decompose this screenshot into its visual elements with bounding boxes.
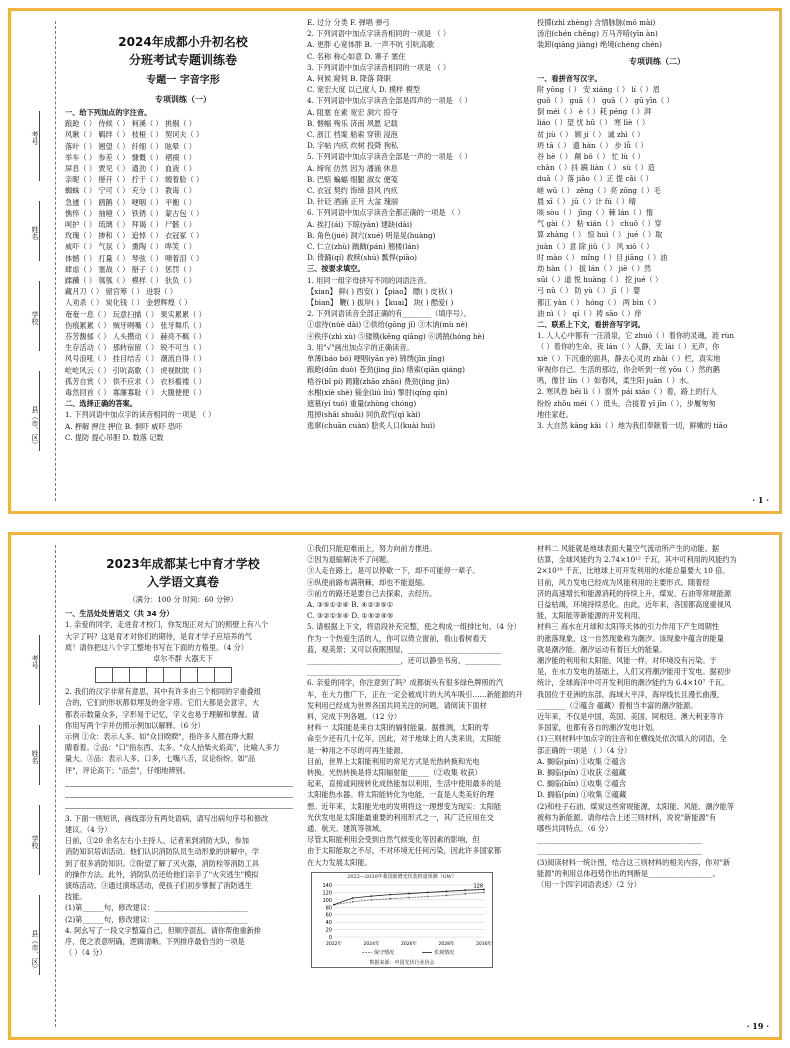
text-line: 纷纷 zhōu méi（ ）低头，合拢着 yī jīn（ ），步履匆匆 [537, 398, 716, 408]
text-line: 1. 人人心中都有一汪清泉，它 zhuó（ ）着你的灵魂，涟 rùn [537, 331, 735, 341]
text-line: ①虐待(nüè dài) ②供给(gōng jǐ) ③木讷(mù nè) [307, 320, 468, 330]
text-line: A. ③⑤①②④ B. ④②③⑤① [307, 600, 394, 610]
text-line: 生存活动（ ） 那转宿留（ ） 锐不可当（ ） [65, 343, 206, 353]
x-tick-label: 2022年 [326, 941, 342, 947]
text-line: 1. 用同一组字母拼写不同的词语注音。 [307, 275, 432, 285]
text-line: 是，在水力发电的基础上，人们又将潮汐能用于发电。据初步 [537, 667, 732, 677]
binding-margin [11, 535, 59, 1037]
option-line: C. 提防 提心吊胆 D. 数落 记数 [65, 432, 164, 442]
y-tick-label: 60 [325, 912, 332, 919]
fill-line[interactable] [39, 201, 40, 261]
column-right [537, 17, 777, 431]
text-line: 3. 大自然 kāng kǎi（ ）地为我们奉献着一切，鲜嫩的 tiāo [537, 420, 728, 430]
text-line: 目前，世界上太阳能利用的常见方式是光热转换和光电 [307, 756, 480, 766]
data-point [483, 888, 485, 890]
text-line: 合的，它们的形状都似埋及的金字塔。它们大都是会意字，大 [65, 698, 260, 708]
text-line: 能源"的利用总体趋势作出的判断是__________________。 [537, 868, 720, 878]
text-line: 量大。③品：表示人多、口多，七嘴八舌，议论纷纷。如"品 [65, 754, 256, 764]
fill-line[interactable] [39, 111, 40, 181]
text-line: 光伏发电是太阳能最重要的利用形式之一，其广泛应用在交 [307, 812, 494, 822]
text-line: 伤痕累累（ ） 贼牙咧嘴（ ） 张牙舞爪（ ） [65, 320, 206, 330]
text-line: 落叶（ ） 翘望（ ） 纤细（ ） 眩晕（ ） [65, 141, 196, 151]
data-point [464, 893, 466, 895]
text-line: 汤泊(chén chēng) 万马齐喑(yīn àn) [537, 29, 658, 39]
text-line: xiè（ ）下沉重的面具，静去心灵的 zhǎi（ ）栏，真实地 [537, 353, 721, 363]
text-line: 毒然回首（ ） 寡廉寡耻（ ） 大腹便便（ ） [65, 388, 206, 398]
text-line: 6. 下列词语中加点字读音全都正确的一项是 （ ） [307, 208, 465, 218]
option-line: B. 搁临(pín) ①收获 ②蕴藏 [537, 768, 627, 778]
chart-source: 数据来源：中国光伏行业协会 [369, 959, 435, 966]
data-point [446, 894, 448, 896]
section-heading: 一、给下列加点的字注音。 [65, 108, 152, 117]
fill-line[interactable] [39, 635, 40, 705]
question: 1. 下列词语中加点字的读音相同的一项是 （ ） [65, 410, 216, 420]
text-line: 2. 寒风卷 bēi lì（ ）窗外 pái xiáo（ ）着，路上的行人 [537, 387, 717, 397]
writing-grid[interactable] [95, 667, 301, 683]
exam-meta: （满分：100 分 时间：60 分钟） [128, 595, 238, 604]
text-line: ②因为退缩解决不了问题。 [307, 555, 394, 565]
text-line: 憔悴（ ） 抽噎（ ） 铁锈（ ） 蒙古包（ ） [65, 208, 204, 218]
exam-page-2 [8, 532, 782, 1040]
topic-heading: 专题一 字音字形 [146, 75, 220, 86]
y-tick-label: 20 [325, 927, 332, 934]
text-line: D. 针砭 酒涌 正月 大盆 瑰丽 [307, 197, 399, 207]
option-line: C. 搁临(bīn) ①收集 ②蕴含 [537, 779, 627, 789]
text-line: 算 zhàng（ ） 惊 huì（ ） jué（ ）取 [537, 230, 663, 240]
text-line: C. ③②①⑤④ D. ①⑤②④⑤ [307, 611, 394, 621]
answer-line[interactable]: ______________________________________________ [537, 846, 703, 856]
text-line: C. 衣冠 契约 饰缔 县风 内疚 [307, 186, 398, 196]
grid-cell[interactable] [214, 667, 232, 683]
text-line: 目前，风力发电已经成为风能利用的主要形式。随着经 [537, 577, 710, 587]
text-line: 鸣，像甘 lín（ ）如春风，柔生阳 juān（ ）水。 [537, 376, 694, 386]
text-line: liáo（ ）望 忧 hū（ ） 寒 lìè（ ） [537, 118, 650, 128]
text-line: 蜘蛛（ ） 宁可（ ） 充分（ ） 教诲（ ） [65, 186, 196, 196]
y-tick-label: 100 [322, 897, 332, 904]
label-exam-number: 考号 [31, 655, 39, 669]
text-line: 投掷(zhì zhèng) 含情脉脉(mǒ mài) [537, 18, 656, 27]
y-tick-label: 120 [322, 890, 332, 897]
text-line: 我国位于亚洲的东部，海域大平洋，海岸线长且漫长曲漫， [537, 689, 724, 699]
section-sub: 专项训练（二） [629, 56, 685, 66]
text-line: C. 仁立(zhù) 踽踽(pán) 翘楼(lán) [307, 242, 420, 252]
motto-text: 卓尔不群 大器天下 [153, 654, 213, 664]
text-line: ⑤前方的路还是要自己去探索，去经历。 [307, 588, 437, 598]
text-line: 5. 下列词语中加点字读音全部是一声的一项是 （ ） [307, 152, 472, 162]
text-line: 大字了吗？这是育才对你们的期待，是育才学子应培养的气 [65, 631, 252, 641]
text-line: 哪些共同特点。（6 分） [537, 824, 613, 834]
text-line: 嵯 wū（ ） zēng（ ）亮 zōng（ ）毛 [537, 185, 661, 195]
fill-line[interactable] [39, 725, 40, 785]
text-line: A. 挨打(ái) 下晾(yàn) 建缺(dài) [307, 219, 413, 229]
page-subtitle: 分班考试专题训练卷 [128, 53, 237, 67]
text-line: 起来，直接或间接转化成热能加以利用，生活中使用最多的是 [307, 779, 502, 789]
text-line: 劫 hàn（ ） 拔 lán（ ） jiē（ ）然 [537, 264, 652, 274]
text-line: ④纵使前路布满荆棘，却也不能退缩。 [307, 577, 430, 587]
text-line: （ ）着你的生命。夜 lán（ ）人静，天 lài（ ）无声，你 [537, 342, 720, 352]
data-point [352, 897, 354, 899]
text-line: 由于太阳能取之不尽，不对环境无任何污染，因此许多国家都 [307, 846, 502, 856]
section-heading: 一、生活处处皆语文（共 34 分） [65, 609, 174, 619]
text-line: 的涨落现象，这一自然现象称为潮汐。该现象中蕴含的能量 [537, 633, 724, 643]
text-line: 芬芳馥郁（ ） 人头攒动（ ） 赫亮不羁（ ） [65, 332, 206, 342]
data-point [389, 894, 391, 896]
text-line: 部正确的一项是 （ ）（4 分） [537, 745, 632, 755]
text-line: 发利用已经成为世界各国共同关注的问题。请阅读下面材 [307, 700, 487, 710]
text-line: C. 名称 称心如意 D. 寨子 塞住 [307, 51, 406, 61]
text-line: sūi（ ）道 悦 huàng（ ） 挖 jué（ ） [537, 275, 663, 285]
text-line: 亲昵（ ） 掰开（ ） 拧干（ ） 缠着脸（ ） [65, 175, 204, 185]
label-name: 姓名 [31, 226, 39, 240]
text-line: ④秩序(zhì xù) ⑤镂镌(kēng qiāng) ⑥鸿鹄(hóng hè) [307, 331, 485, 341]
page-number: · 19 · [746, 1021, 769, 1031]
fill-line[interactable] [39, 805, 40, 875]
text-line: 踉跄（ ） 侍候（ ） 柯溪（ ） 挑剔（ ） [65, 119, 196, 129]
column-right [537, 543, 777, 890]
grid-cell[interactable] [95, 667, 113, 683]
text-line: 急遽（ ） 鸥鹅（ ） 哽咽（ ） 平衡（ ） [65, 197, 196, 207]
text-line: 多国家，也都有各自的潮汐发电计划。 [537, 723, 660, 733]
text-line: 坍 tā（ ） 遗 hàn（ ） 步 lǚ（ ） [537, 140, 648, 150]
text-line: 单薄(báo bó) 哽咽(yān yè) 锦绣(jǐn jǐng) [307, 354, 445, 364]
text-line: C. 宽宏大度 以己度人 D. 模样 模型 [307, 85, 420, 95]
grid-cell[interactable] [112, 667, 130, 683]
data-point [371, 895, 373, 897]
text-line: 逃窜(chuān cuàn) 脍炙人口(kuài huì) [307, 421, 436, 431]
text-line: 4. 下列词语中加点字读音全部是四声的一项是 （ ） [307, 96, 472, 106]
text-line: ①我们只能迎难而上，努力向前方推进。 [307, 544, 437, 553]
text-line: 孤芳自赏（ ） 供不应求（ ） 衣衫褴褛（ ） [65, 376, 206, 386]
text-line: 能，太阳能等新能源的开发利用。 [537, 611, 645, 621]
text-line: 倒 méi（ ） è（ ）耗 péng（ ）湃 [537, 107, 652, 117]
text-line: 车，在大力推广下，正在一定会被成片的大风车吸引……新能源的开 [307, 689, 523, 699]
text-line: chàn（ ）抖 蹒 liàn（ ） sù（ ）造 [537, 163, 655, 173]
answer-line[interactable] [65, 787, 293, 798]
text-line: 太阳能热水器。将太阳能转化为电能，一直是人类美好的理 [307, 790, 494, 800]
y-tick-label: 80 [325, 905, 332, 912]
label-exam-number: 考号 [31, 131, 39, 145]
column-left [65, 11, 301, 443]
text-line: 潮汐能的利用和太阳能、风能一样，对环境没有污染。于 [537, 656, 717, 666]
grid-cell[interactable] [146, 667, 164, 683]
text-line: 3. 下面一则短讯，画线部分有两处语病，请写出病句序号和修改 [65, 813, 269, 823]
data-point [333, 904, 335, 906]
option-line: D. 搁临(pín) ①收集 ②蕴藏 [537, 790, 627, 800]
text-line: （用一个四字词语表述）（2 分） [537, 880, 641, 890]
text-line: 体憾（ ） 打量（ ） 琴弦（ ） 噢着泪（ ） [65, 253, 204, 263]
text-line: D. 字帖 内疚 炊树 投降 狗私 [307, 141, 399, 151]
text-line: 举车（ ） 参差（ ） 慷慨（ ） 褶裰（ ） [65, 152, 196, 162]
text-line: 1. 亲爱的同学，走进育才校门，你发现正对大门的照壁上有八个 [65, 620, 269, 630]
text-line: 2. 下列词语读音全部正确的有________（填序号）。 [307, 309, 471, 319]
text-line: A. 更胖 心宽体胖 B. 一声不吭 引吭高歌 [307, 40, 435, 50]
text-line: 3. 下列词语中加点字读音相同的一项是 （ ） [307, 62, 451, 72]
text-line: 建议。（4 分） [65, 825, 112, 835]
text-line: 日前，①20 余名左右小主持人、记者来到消防大队，参加 [65, 836, 249, 846]
text-line: 咳 sòu（ ） jīng（ ）棘 lán（ ）惰 [537, 208, 654, 218]
text-line: 序，使之表意明确，逻辑清晰。下列排序最恰当的一项是 [65, 937, 245, 947]
text-line: 附 yōng（ ） 安 xiáng（ ） lí（ ）眉 [537, 84, 660, 94]
page-title: 2023年成都某七中育才学校 [106, 557, 260, 571]
text-line: (1)第______句，修改建议：__________________________ [65, 903, 248, 913]
text-line: (2)和柱子石油、煤炭这些常规能源，太阳能、风能、潮汐能等 [537, 801, 735, 811]
label-district: 县（市、区） [31, 930, 39, 972]
text-line: ________（②蕴含 蕴藏）着相当丰富的潮汐能源。 [537, 700, 698, 710]
data-point [389, 898, 391, 900]
grid-cell[interactable] [197, 667, 215, 683]
chart-title: 2022—2030年我国新增光伏装机量预测（GW） [347, 873, 457, 880]
text-line: 屹屹风云（ ） 引吭高歌（ ） 虎视眈眈（ ） [65, 365, 206, 375]
text-line: 示例 ①众：表示人多。如"众目睽睽"，指许多人都在睁大眼 [65, 732, 254, 742]
text-line: (1)三则材料中加点字的注音和在横线处依次填入的词语，全 [537, 734, 727, 744]
text-line: 消防知识培训活动。他们认识消防队员生动形象的讲解中，学 [65, 847, 260, 857]
text-line: 转换。光热转换是将太阳辐射能______（②收集 收获） [307, 768, 482, 778]
y-tick-label: 0 [328, 934, 332, 941]
text-line: 是一种用之不尽的可再生能源。 [307, 745, 408, 755]
text-line: 风号浪吼（ ） 挂目结舌（ ） 潮流自得（ ） [65, 354, 206, 364]
text-line: A. 缔宛 仿然 因为 潘涌 休息 [307, 163, 398, 173]
section-heading: 二、选择正确的答案。 [65, 399, 137, 409]
text-line: (3)阅读材料一统计图，结合这三则材料的相关内容，你对"新 [537, 857, 731, 867]
grid-cell[interactable] [163, 667, 181, 683]
text-line: D. 倚踊(qí) 救赎(shú) 瓢悍(piāo) [307, 253, 417, 263]
binding-margin [11, 11, 59, 511]
text-line: 想。近年来，太阳能光电的发明将这一理想变为现实：太阳能 [307, 801, 502, 811]
text-line: __________________________ [307, 667, 401, 677]
text-line: 谷 hè（ ） 颠 bǒ（ ） 忙 lù（ ） [537, 152, 645, 162]
text-line: 通、航天、建筑等领域。 [307, 824, 387, 834]
text-line: 你用写两个字并仿照示例加以解释。（6 分） [65, 720, 205, 730]
y-tick-label: 40 [325, 920, 332, 927]
text-line: 近年来，不仅是中国，英国、美国、阿根廷、澳大利亚等许 [537, 712, 724, 722]
text-line: (2)第______句，修改建议：__________________________ [65, 914, 248, 924]
data-point [483, 891, 485, 893]
text-line: guǒ（ ） guā（ ） guā（ ） gū yīn（ ） [537, 96, 674, 106]
answer-line[interactable] [65, 798, 293, 809]
text-line: （ ）（4 分） [65, 948, 107, 958]
label-district: 县（市、区） [31, 406, 39, 448]
text-line: 玫瑰（ ） 掺和（ ） 追悼（ ） 衣冠冢（ ） [65, 231, 204, 241]
text-line: 屏息（ ） 贾见（ ） 遒劲（ ） 血液（ ） [65, 164, 196, 174]
x-tick-label: 2030年 [476, 941, 492, 947]
chart-plot [312, 881, 490, 959]
text-line: 4. 阿幺写了一段文字整篇自己，但顺序混乱。请你帮他重新排 [65, 925, 262, 935]
fill-line[interactable] [39, 281, 40, 351]
text-line: 都表示数量众多，字形易于记忆，字义也易于理解和掌握。请 [65, 709, 260, 719]
text-line: 被称为新能源。请你结合上述三则材料，说说"新能源"有 [537, 812, 717, 822]
data-point [446, 890, 448, 892]
text-line: 济的高速增长和能源消耗的持续上升，煤炭、石油等常规能源 [537, 588, 732, 598]
text-line: 弓 nǔ（ ） 防 yù（ ） jī（ ）婴 [537, 286, 641, 296]
option-line: A. 押解 押注 押位 B. 恫吓 威吓 恐吓 [65, 421, 183, 431]
data-label: 128 [473, 883, 483, 890]
text-line: 贫 jiù（ ） 顾 jí（ ） 诚 zhì（ ） [537, 129, 645, 139]
text-line: 2. 我们的汉字非常有意思，其中有许多由三个相同的字重叠组 [65, 687, 262, 697]
data-point [352, 901, 354, 903]
data-point [408, 897, 410, 899]
option-line: A. 搁临(pín) ①收集 ②蕴含 [537, 756, 626, 766]
text-line: 气 gài（ ） 粘 xián（ ） chuō（ ）穿 [537, 219, 662, 229]
text-line: 日益枯竭，环境持续恶化。由此，近年来，各国都高度重视风 [537, 600, 732, 610]
text-line: 呵护（ ） 琉璃（ ） 拜谒（ ） 尸骸（ ） [65, 220, 196, 230]
x-tick-label: 2026年 [401, 941, 417, 947]
text-line: juàn（ ）意 除 jiǔ（ ） 风 xiǒ（ ） [537, 241, 654, 251]
text-line: 都江 yàn（ ） hóng（ ） 两 bìn（ ） [537, 297, 661, 307]
x-tick-label: 2028年 [438, 941, 455, 947]
text-line: 材料二 风能就是地球表面大量空气流动所产生的动能。据 [537, 544, 719, 553]
text-line: 踉跄(dūn duò) 苍劲(jìng jìn) 绪索(qiān qiáng) [307, 365, 465, 375]
text-line: duǎ（ ）落 jiǎo（ ）正 提 cǎi（ ） [537, 174, 653, 184]
text-line: 到了很多消防知识。②盼望了解了灭火器，消防栓等消防工具 [65, 858, 260, 868]
text-line: 肆虐（ ） 塞战（ ） 掰子（ ） 惩罚（ ） [65, 264, 196, 274]
text-line: ③人走在路上，是可以停歇一下，却不可能停一辈子。 [307, 566, 480, 576]
label-school: 学校 [31, 835, 39, 849]
text-line: B. 巴赔 蝙蝠 细腿 淑女 便笺 [307, 174, 398, 184]
page-number: · 1 · [752, 495, 769, 505]
solar-forecast-chart [311, 872, 493, 968]
text-line: 审视你自己。生活的那边，你会听到一丝 yōu（ ）然的鹅 [537, 364, 720, 374]
data-point [427, 896, 429, 898]
text-line: 的操作方法。此外，消防队员还给他们亲手了"火灾逃生"模拟 [65, 869, 259, 879]
page-title: 2024年成都小升初名校 [118, 35, 248, 49]
x-tick-label: 2024年 [363, 941, 380, 947]
label-school: 学校 [31, 311, 39, 325]
text-line: C. 浙江 档案 船索 穿锁 浸泡 [307, 130, 398, 140]
legend-label: 保守情况 [374, 949, 395, 956]
text-line: 材料三 海水在月球和太阳等天体的引力作用下产生周期性 [537, 622, 719, 632]
text-line: 质！请你把这八个字工整地书写在下面的方格里。（4 分） [65, 642, 248, 652]
exam-page-1 [8, 8, 782, 514]
data-point [427, 891, 429, 893]
text-line: 3. 用"√"画出加点字的正确读音。 [307, 342, 414, 352]
section-sub: 专项训练（一） [155, 95, 211, 104]
legend-label: 乐观情况 [434, 949, 455, 956]
text-line: 2. 下列词语中加点字读音相同的一项是 （ ） [307, 29, 451, 39]
text-line: 水榭(xiè shè) 锱金(liú liú) 掣肘(qíng qín) [307, 387, 448, 397]
text-line: 料，完成下列各题。（12 分） [307, 712, 402, 722]
text-line: 6. 亲爱的同学，你注意到了吗？成都街头有很多绿色牌照的汽 [307, 678, 504, 688]
text-line: A. 阻塞 在素 宽宏 洞穴 掠夺 [307, 107, 398, 117]
fill-line[interactable] [39, 895, 40, 975]
answer-line[interactable]: ______________________________________________ [537, 835, 703, 845]
text-line: 演练活动。③通过演练活动，使孩子们初步掌握了消防逃生 [65, 881, 252, 891]
data-point [371, 899, 373, 901]
page-subtitle: 入学语文真卷 [146, 575, 219, 589]
section-heading: 二、联系上下文，看拼音写字词。 [537, 320, 645, 330]
text-line: __________________________，还可以静坐书房，__________ [307, 656, 502, 666]
text-line: 装卸(qiáng jiàng) 绝境(chéng chén) [537, 40, 662, 50]
text-line: 油 nì（ ） qí（ ）祷 sāo（ ）痒 [537, 308, 642, 318]
text-line: 2×10¹⁰ 千瓦，比地球上可开发利用的水能总量要大 10 倍。 [537, 566, 730, 576]
answer-line[interactable] [65, 776, 293, 787]
column-left [65, 535, 301, 958]
text-line: 技能。 [65, 892, 87, 902]
text-line: 蓝，观美景；又可以夜眠围屋，__________________________ [307, 644, 502, 654]
text-line: 梧谷(bǐ pí) 踌躇(zhāo zhāo) 费劲(jìng jìn) [307, 376, 450, 386]
text-line: 蹂躏（ ） 瓠瓠（ ） 模样（ ） 驮负（ ） [65, 276, 196, 286]
text-line: 藏月刀（ ） 留宫筹（ ） 迸裂（ ） [65, 287, 178, 297]
section-heading: 一、看拼音写汉字。 [537, 73, 602, 83]
text-line: B. 角色(jué) 洞穴(xué) 明是晃(huàng) [307, 230, 436, 240]
text-line: 【bian】 鞭( ) 拔岸( ) 【kuai】 块( ) 酷爱( ) [307, 298, 454, 308]
text-line: 【xian】 鲜( ) 西安( ) 【piao】 瞟( ) 皮袄( ) [307, 286, 453, 296]
grid-cell[interactable] [129, 667, 147, 683]
text-line: B. 惬幅 殉乐 济南 夙愿 记载 [307, 118, 398, 128]
text-line: A. 何候 窥伺 B. 降落 降职 [307, 74, 391, 84]
text-line: 材料一 太阳能是来自太阳的辐射能量。据推测，太阳的寿 [307, 723, 489, 733]
text-line: 评"，评论高下；"品尝"，仔细地辨别。 [65, 765, 190, 775]
text-line: 晨 xī（ ） jū（ ）计 fú（ ）晴 [537, 196, 636, 206]
text-line: 威吓（ ） 气氛（ ） 熏陶（ ） 哗笑（ ） [65, 242, 196, 252]
text-line: 风瞅（ ） 羁绊（ ） 枝桠（ ） 契诃夫（ ） [65, 130, 204, 140]
text-line: 地往家赶。 [537, 409, 573, 419]
text-line: 就是潮汐能。潮汐运动有着巨大的能量。 [537, 644, 667, 654]
text-line: 时 mào（ ） mǐng（ ）目 jiāng（ ）油 [537, 252, 668, 262]
cut-line [55, 545, 56, 1027]
text-line: 甩掉(shǎi shuǎi) 同仇敌忾(qì kài) [307, 410, 421, 420]
text-line: 估算，全球风能约为 2.74×10¹² 千瓦，其中可利用的风能约为 [537, 555, 737, 565]
y-tick-label: 140 [322, 882, 332, 889]
data-point [464, 889, 466, 891]
text-line: 遮墓(yí tuó) 重量(zhòng chóng) [307, 398, 417, 408]
grid-cell[interactable] [180, 667, 198, 683]
section-heading: 三、按要求填空。 [307, 264, 365, 274]
text-line: 尽管太阳能利用会受到自然气候变化等因素的影响，但 [307, 835, 480, 845]
text-line: 在大力发展太阳能。 [307, 857, 372, 867]
text-line: 统计，全球海洋中可开发利用的潮汐能约为 6.4×10⁷ 千瓦。 [537, 678, 730, 688]
text-line: 奄奄一息（ ） 玩意扫描（ ） 果实累累（ ） [65, 309, 206, 319]
fill-line[interactable] [39, 371, 40, 451]
column-middle [307, 17, 527, 432]
data-point [408, 893, 410, 895]
label-name: 姓名 [31, 750, 39, 764]
text-line: 睛看着。②品："口"指东西、太多。"众人拾柴火焰高"，比喻人多力 [65, 743, 280, 753]
text-line: 作为一个热爱生活的人，你可以倚立窗前，看山看树看天 [307, 633, 487, 643]
text-line: 5. 请根据上下文，将语段补充完整，使之构成一组排比句。（4 分） [307, 622, 521, 632]
cut-line [55, 21, 56, 501]
text-line: 人劝杀（ ） 炭化钱（ ） 金碧辉煌（ ） [65, 298, 192, 308]
text-line: 命至少还有几十亿年，因此，对于地球上的人类来说，太阳能 [307, 734, 502, 744]
text-line: E. 过分 分类 F. 弹唱 弹弓 [307, 18, 390, 27]
column-middle [307, 543, 527, 970]
